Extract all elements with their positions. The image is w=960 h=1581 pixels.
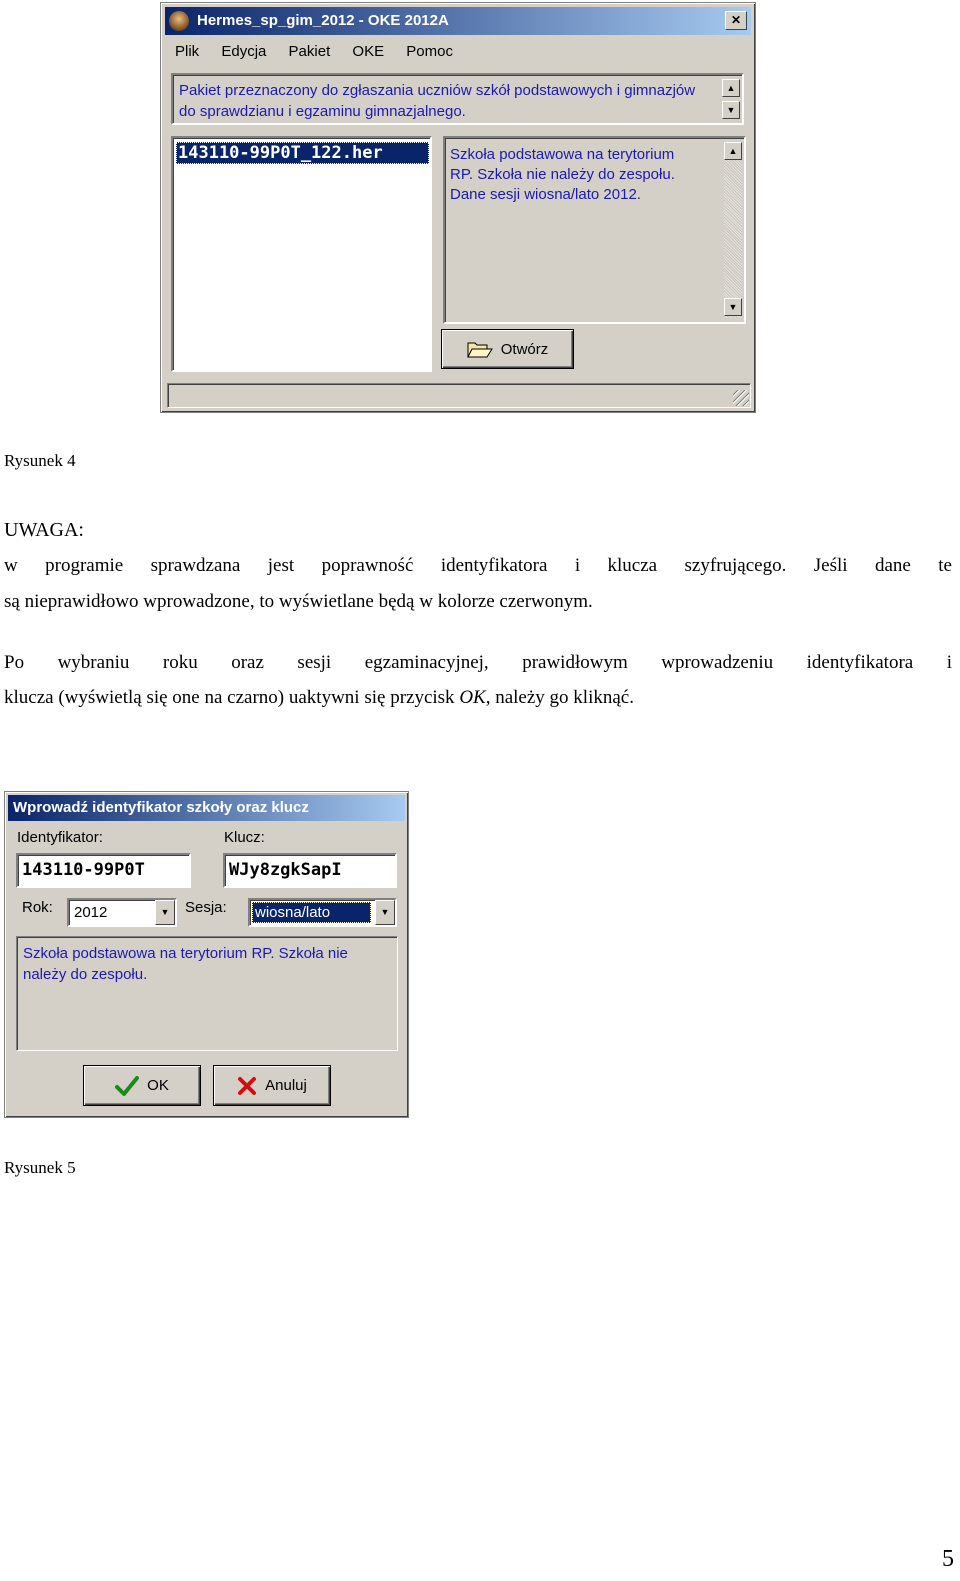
identifier-dialog — [4, 791, 409, 1118]
dialog-info-line: należy do zespołu. — [23, 966, 148, 983]
info-line: Szkoła podstawowa na terytorium — [450, 146, 675, 163]
menu-oke[interactable]: OKE — [352, 43, 385, 60]
menu-bar — [175, 43, 471, 60]
info-scrollbar[interactable] — [724, 142, 742, 318]
hermes-main-window — [160, 2, 756, 413]
folder-open-icon — [467, 339, 493, 359]
note-heading: UWAGA: — [4, 519, 84, 541]
paragraph-2-ok: OK — [459, 687, 486, 708]
info-line: Dane sesji wiosna/lato 2012. — [450, 186, 641, 203]
open-button[interactable] — [441, 329, 574, 369]
resize-grip-icon[interactable] — [733, 390, 749, 406]
dialog-info-line: Szkoła podstawowa na terytorium RP. Szkoła nie — [23, 945, 348, 962]
window-title: Hermes_sp_gim_2012 - OKE 2012A — [197, 12, 449, 29]
session-select[interactable] — [248, 898, 397, 927]
page-number: 5 — [942, 1546, 954, 1572]
year-value: 2012 — [74, 904, 108, 921]
file-list[interactable] — [171, 136, 432, 372]
paragraph-2-text-end: , należy go kliknąć. — [485, 687, 634, 708]
close-icon[interactable]: ✕ — [725, 11, 747, 30]
chevron-down-icon[interactable]: ▼ — [155, 900, 175, 925]
description-scroll-down[interactable]: ▼ — [722, 101, 740, 119]
dialog-title: Wprowadź identyfikator szkoły oraz klucz — [13, 799, 309, 816]
note-line-2: są nieprawidłowo wprowadzone, to wyświetlane będą w kolorze czerwonym. — [4, 591, 593, 612]
menu-edycja[interactable]: Edycja — [221, 43, 267, 60]
dialog-info-box — [16, 936, 398, 1051]
info-scroll-up[interactable]: ▲ — [724, 142, 742, 160]
open-button-label: Otwórz — [500, 340, 549, 358]
paragraph-2-line-2 — [4, 680, 952, 715]
menu-pakiet[interactable]: Pakiet — [288, 43, 331, 60]
paragraph-2-text: klucza (wyświetlą się one na czarno) uaktywni się przycisk — [4, 687, 460, 708]
key-label: Klucz: — [224, 829, 265, 846]
ok-button-label: OK — [147, 1077, 169, 1094]
cross-icon — [237, 1076, 257, 1096]
identifier-input[interactable]: 143110-99P0T — [16, 853, 191, 888]
year-select[interactable] — [67, 898, 177, 927]
status-bar — [167, 383, 751, 408]
checkmark-icon — [115, 1075, 139, 1097]
identifier-label: Identyfikator: — [17, 829, 103, 846]
description-text: Pakiet przeznaczony do zgłaszania uczniów szkół podstawowych i gimnazjów do sprawdzianu i egzaminu gimnazjalnego. — [179, 82, 696, 120]
note-line-1: w programie sprawdzana jest poprawność identyfikatora i klucza szyfrującego. Jeśli dane te — [4, 555, 952, 576]
description-box — [171, 73, 744, 125]
info-box — [443, 136, 746, 324]
year-label: Rok: — [22, 899, 53, 916]
info-line: RP. Szkoła nie należy do zespołu. — [450, 166, 675, 183]
key-input[interactable]: WJy8zgkSapI — [223, 853, 397, 888]
cancel-button[interactable] — [213, 1065, 331, 1106]
cancel-button-label: Anuluj — [265, 1077, 307, 1094]
hermes-title-bar[interactable] — [165, 7, 751, 35]
caption-figure-5: Rysunek 5 — [4, 1158, 76, 1177]
session-value: wiosna/lato — [252, 902, 371, 923]
dialog-title-bar[interactable] — [8, 795, 405, 821]
ok-button[interactable] — [83, 1065, 201, 1106]
info-scroll-down[interactable]: ▼ — [724, 298, 742, 316]
description-scroll-up[interactable]: ▲ — [722, 79, 740, 97]
app-icon — [169, 11, 189, 31]
paragraph-2-line-1: Po wybraniu roku oraz sesji egzaminacyjnej, prawidłowym wprowadzeniu identyfikatora i — [4, 652, 952, 673]
menu-plik[interactable]: Plik — [175, 43, 200, 60]
menu-pomoc[interactable]: Pomoc — [406, 43, 453, 60]
info-text — [450, 145, 675, 205]
session-label: Sesja: — [185, 899, 227, 916]
file-list-item[interactable]: 143110-99P0T_122.her — [176, 142, 429, 164]
chevron-down-icon[interactable]: ▼ — [375, 900, 395, 925]
caption-figure-4: Rysunek 4 — [4, 451, 76, 470]
